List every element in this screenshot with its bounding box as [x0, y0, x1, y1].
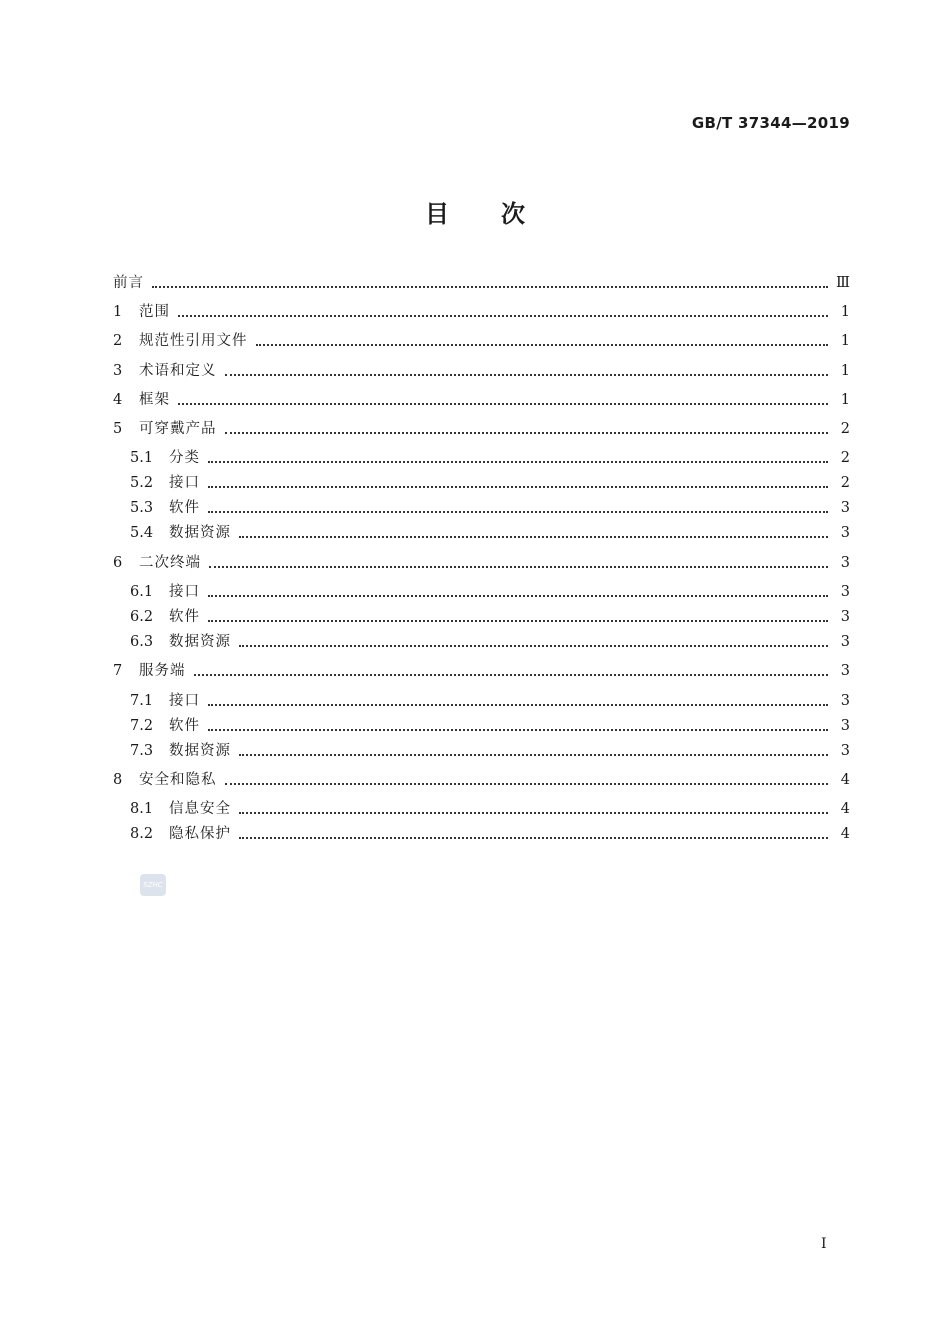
toc-entry[interactable] [130, 606, 850, 628]
toc-leader-dots [208, 704, 828, 706]
toc-entry-number: 6.2 [130, 609, 154, 625]
toc-entry[interactable] [130, 522, 850, 544]
toc-leader-dots [209, 566, 828, 568]
toc-entry[interactable] [113, 389, 850, 411]
toc-entry-number: 5.4 [130, 525, 154, 541]
toc-leader-dots [178, 315, 828, 317]
toc-entry-number: 5.2 [130, 475, 154, 491]
toc-entry-label: 软件 [169, 718, 200, 734]
toc-entry-label: 服务端 [139, 663, 186, 679]
toc-entry[interactable] [113, 769, 850, 791]
toc-entry-page: 1 [840, 392, 850, 408]
page-title [0, 194, 950, 229]
toc-leader-dots [208, 486, 828, 488]
toc-entry-label: 规范性引用文件 [139, 333, 248, 349]
toc-entry-number: 8.2 [130, 826, 154, 842]
toc-entry[interactable] [113, 660, 850, 682]
toc-leader-dots [239, 754, 828, 756]
toc-entry-number: 2 [113, 333, 123, 349]
toc-entry-page: 3 [840, 693, 850, 709]
toc-entry-page: Ⅲ [836, 275, 850, 291]
toc-leader-dots [152, 286, 828, 288]
toc-entry-number: 5.3 [130, 500, 154, 516]
toc-entry-page: 3 [840, 663, 850, 679]
toc-leader-dots [239, 536, 828, 538]
toc-entry-label: 信息安全 [169, 801, 231, 817]
publisher-stamp [140, 874, 166, 896]
toc-entry-number: 5 [113, 421, 123, 437]
toc-leader-dots [225, 783, 829, 785]
toc-entry-label: 前言 [113, 275, 144, 291]
toc-entry-page: 3 [840, 718, 850, 734]
toc-entry-page: 4 [840, 826, 850, 842]
toc-entry-page: 2 [840, 421, 850, 437]
toc-entry-page: 1 [840, 363, 850, 379]
toc-entry-label: 可穿戴产品 [139, 421, 217, 437]
stamp-text: SZHC [143, 881, 163, 889]
toc-entry[interactable] [113, 301, 850, 323]
toc-entry-page: 3 [840, 584, 850, 600]
toc-entry-label: 数据资源 [169, 525, 231, 541]
toc-entry[interactable] [130, 715, 850, 737]
toc-entry-label: 分类 [169, 450, 200, 466]
toc-entry-page: 2 [840, 475, 850, 491]
toc-entry[interactable] [113, 330, 850, 352]
toc-entry-label: 框架 [139, 392, 170, 408]
toc-entry-number: 7.1 [130, 693, 154, 709]
toc-entry-number: 6.1 [130, 584, 154, 600]
toc-entry[interactable] [130, 690, 850, 712]
toc-entry-page: 3 [840, 525, 850, 541]
toc-entry-page: 3 [840, 609, 850, 625]
toc-leader-dots [208, 595, 828, 597]
toc-entry-page: 3 [840, 743, 850, 759]
toc-entry[interactable] [130, 798, 850, 820]
toc-entry-number: 3 [113, 363, 123, 379]
toc-leader-dots [239, 837, 828, 839]
toc-entry-number: 8 [113, 772, 123, 788]
toc-entry-page: 3 [840, 555, 850, 571]
toc-leader-dots [208, 620, 828, 622]
toc-entry-number: 6.3 [130, 634, 154, 650]
toc-entry[interactable] [130, 740, 850, 762]
toc-entry-number: 5.1 [130, 450, 154, 466]
toc-leader-dots [208, 729, 828, 731]
toc-entry-page: 4 [840, 801, 850, 817]
toc-entry-number: 4 [113, 392, 123, 408]
toc-entry[interactable] [113, 360, 850, 382]
toc-leader-dots [208, 461, 828, 463]
toc-entry-number: 1 [113, 304, 123, 320]
toc-entry[interactable] [113, 272, 850, 294]
toc-entry-number: 8.1 [130, 801, 154, 817]
toc-entry[interactable] [113, 552, 850, 574]
toc-leader-dots [178, 403, 828, 405]
toc-entry[interactable] [130, 447, 850, 469]
standard-code: GB/T 37344—2019 [691, 114, 850, 132]
toc-leader-dots [194, 674, 829, 676]
toc-leader-dots [225, 374, 829, 376]
toc-entry-page: 1 [840, 304, 850, 320]
toc-entry-page: 3 [840, 634, 850, 650]
toc-entry-number: 7.3 [130, 743, 154, 759]
toc-entry[interactable] [130, 497, 850, 519]
page-title-char-1: 目 [425, 200, 449, 228]
toc-entry-label: 软件 [169, 609, 200, 625]
toc-entry[interactable] [130, 823, 850, 845]
toc-entry-label: 接口 [169, 475, 200, 491]
toc-entry-label: 软件 [169, 500, 200, 516]
toc-entry-number: 7.2 [130, 718, 154, 734]
toc-entry-number: 7 [113, 663, 123, 679]
footer-page-number: I [821, 1236, 827, 1252]
toc-entry-page: 2 [840, 450, 850, 466]
toc-leader-dots [225, 432, 829, 434]
toc-entry-label: 安全和隐私 [139, 772, 217, 788]
toc-entry-page: 4 [840, 772, 850, 788]
page-title-char-2: 次 [501, 200, 525, 228]
toc-leader-dots [239, 645, 828, 647]
toc-entry[interactable] [130, 472, 850, 494]
toc-entry-label: 接口 [169, 584, 200, 600]
toc-entry-label: 数据资源 [169, 743, 231, 759]
toc-entry[interactable] [130, 581, 850, 603]
toc-entry-label: 隐私保护 [169, 826, 231, 842]
toc-entry-page: 1 [840, 333, 850, 349]
toc-entry-label: 二次终端 [139, 555, 201, 571]
toc-entry-number: 6 [113, 555, 123, 571]
toc-entry-label: 术语和定义 [139, 363, 217, 379]
toc-entry[interactable] [130, 631, 850, 653]
toc-leader-dots [208, 511, 828, 513]
toc-leader-dots [239, 812, 828, 814]
toc-entry-label: 数据资源 [169, 634, 231, 650]
toc-entry-page: 3 [840, 500, 850, 516]
toc-leader-dots [256, 344, 829, 346]
toc-entry-label: 范围 [139, 304, 170, 320]
toc-entry-label: 接口 [169, 693, 200, 709]
toc-entry[interactable] [113, 418, 850, 440]
